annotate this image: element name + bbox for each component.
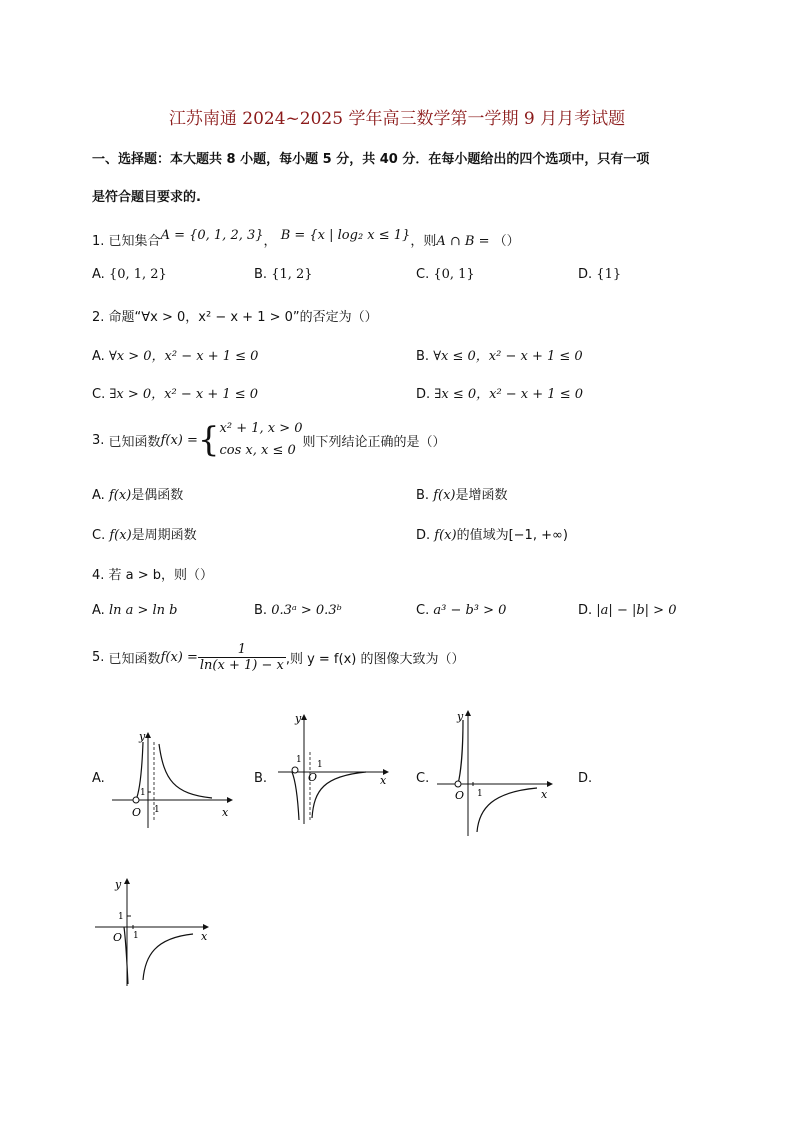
x-axis-arrow [547, 781, 553, 787]
set-a: A = {0, 1, 2, 3} [160, 228, 264, 243]
stem-text: ,则 y = f(x) 的图像大致为（） [285, 652, 465, 667]
piecewise-cases [220, 418, 303, 462]
y-axis-arrow [301, 714, 307, 720]
stem-text: 命题“∀x > 0，x² − x + 1 > 0”的否定为（） [108, 310, 378, 325]
question-4-stem [92, 564, 213, 583]
separator: ， [263, 234, 277, 249]
curve-left [292, 772, 299, 820]
tick-label-x: 1 [477, 789, 483, 799]
expression: A ∩ B = [436, 234, 490, 249]
open-point [455, 781, 461, 787]
option-3c[interactable]: C. f(x)是周期函数 [92, 528, 197, 543]
numerator: 1 [198, 642, 286, 658]
y-axis-arrow [465, 710, 471, 716]
page-title: 江苏南通 2024~2025 学年高三数学第一学期 9 月月考试题 [168, 109, 626, 129]
section-heading-line2: 是符合题目要求的. [92, 190, 201, 205]
y-label: y [139, 730, 146, 743]
origin-label: O [132, 806, 142, 819]
x-label: x [201, 930, 208, 943]
curve-right [477, 788, 537, 832]
graph-option-d[interactable] [93, 876, 213, 988]
tick-label-x: 1 [154, 805, 160, 815]
fraction [198, 642, 286, 673]
graph-option-a[interactable] [112, 730, 237, 830]
x-label: x [541, 788, 548, 801]
curve-left [458, 720, 463, 784]
option-4a[interactable]: A. ln a > ln b [92, 603, 178, 618]
option-5d[interactable]: D. [578, 771, 593, 786]
tick-label-x: 1 [317, 760, 323, 770]
origin-label: O [113, 931, 123, 944]
open-point [292, 767, 298, 773]
option-3b[interactable]: B. f(x)是增函数 [416, 488, 508, 503]
case-1: x² + 1, x > 0 [219, 421, 303, 436]
stem-text: 则下列结论正确的是（） [302, 434, 446, 450]
option-1a[interactable]: A. {0, 1, 2} [92, 267, 167, 282]
stem-text: ，则 [410, 234, 437, 249]
question-number: 5. [92, 650, 105, 665]
denominator: ln(x + 1) − x [199, 658, 284, 673]
x-label: x [222, 806, 229, 819]
graph-option-c[interactable] [437, 708, 557, 838]
question-3-stem [92, 418, 446, 462]
option-5c[interactable]: C. [416, 771, 430, 786]
piecewise-brace: { [197, 420, 220, 460]
option-2c[interactable]: C. ∃x > 0，x² − x + 1 ≤ 0 [92, 387, 259, 402]
option-1d[interactable]: D. {1} [578, 267, 622, 282]
stem-text: 已知函数 [108, 652, 161, 667]
option-3a[interactable]: A. f(x)是偶函数 [92, 488, 184, 503]
option-3d[interactable]: D. f(x)的值域为[−1, +∞) [416, 528, 568, 543]
option-5b[interactable]: B. [254, 771, 268, 786]
case-2: cos x, x ≤ 0 [219, 443, 296, 458]
question-5-stem [92, 642, 464, 673]
question-number: 3. [92, 432, 105, 448]
function-def: f(x) = [160, 432, 198, 448]
option-2a[interactable]: A. ∀x > 0，x² − x + 1 ≤ 0 [92, 349, 259, 364]
question-number: 4. [92, 568, 105, 583]
origin-label: O [455, 789, 465, 802]
y-label: y [457, 710, 464, 723]
curve-right [312, 772, 366, 818]
function-def: f(x) = [160, 650, 198, 665]
option-4d[interactable]: D. |a| − |b| > 0 [578, 603, 677, 618]
tick-label-y: 1 [140, 788, 146, 798]
option-2b[interactable]: B. ∀x ≤ 0，x² − x + 1 ≤ 0 [416, 349, 583, 364]
option-5a[interactable]: A. [92, 771, 105, 786]
stem-text: 已知集合 [108, 234, 161, 249]
option-1c[interactable]: C. {0, 1} [416, 267, 475, 282]
stem-text: 若 a > b，则（） [108, 568, 214, 583]
tick-label-y: 1 [118, 912, 124, 922]
x-axis-arrow [227, 797, 233, 803]
y-label: y [295, 712, 302, 725]
y-axis-arrow [124, 878, 130, 884]
answer-blank: （） [493, 234, 520, 249]
tick-label-x: 1 [133, 931, 139, 941]
curve-right [143, 934, 193, 980]
section-heading-line1: 一、选择题：本大题共 8 小题，每小题 5 分，共 40 分．在每小题给出的四个选项中，只有一项 [92, 152, 650, 167]
x-label: x [380, 774, 387, 787]
tick-label-y: 1 [296, 755, 302, 765]
option-2d[interactable]: D. ∃x ≤ 0，x² − x + 1 ≤ 0 [416, 387, 583, 402]
question-number: 1. [92, 234, 105, 249]
question-2-stem [92, 306, 378, 325]
option-4c[interactable]: C. a³ − b³ > 0 [416, 603, 507, 618]
y-axis-arrow [145, 732, 151, 738]
stem-text: 已知函数 [108, 434, 161, 450]
y-label: y [115, 878, 122, 891]
option-1b[interactable]: B. {1, 2} [254, 267, 313, 282]
option-4b[interactable]: B. 0.3ᵃ > 0.3ᵇ [254, 603, 342, 618]
set-b: B = {x | log₂ x ≤ 1} [280, 228, 411, 243]
question-1-stem [92, 230, 520, 249]
open-point [133, 797, 139, 803]
curve-right [159, 744, 212, 798]
graph-option-b[interactable] [278, 712, 393, 827]
origin-label: O [308, 771, 318, 784]
question-number: 2. [92, 310, 105, 325]
